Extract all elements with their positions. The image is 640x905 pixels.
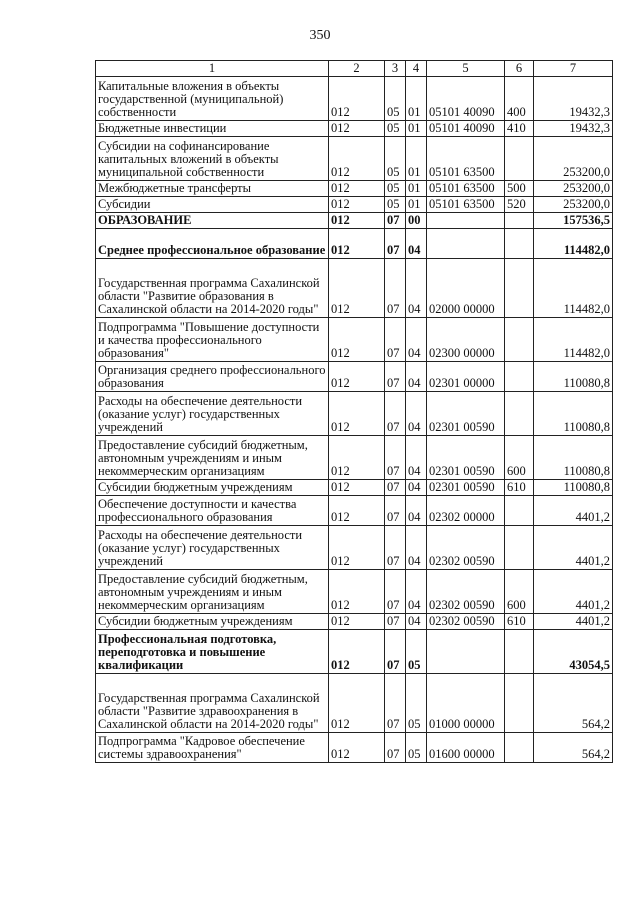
table-row (96, 614, 613, 630)
header-cell: 1 (96, 61, 329, 77)
header-cell: 6 (505, 61, 534, 77)
target-article-cell: 02302 00590 (427, 614, 505, 630)
row-name-cell: Субсидии бюджетным учреждениям (96, 480, 329, 496)
row-name-cell: Подпрограмма "Кадровое обеспечение системы здравоохранения" (96, 733, 329, 763)
table-row (96, 362, 613, 392)
grbs-code-cell: 012 (329, 213, 385, 229)
row-name-cell: Субсидии бюджетным учреждениям (96, 614, 329, 630)
expense-type-cell (505, 733, 534, 763)
target-article-cell: 05101 40090 (427, 121, 505, 137)
table-row (96, 121, 613, 137)
section-code-cell: 05 (385, 197, 406, 213)
section-code-cell: 07 (385, 496, 406, 526)
section-code-cell: 07 (385, 259, 406, 318)
target-article-cell: 02302 00590 (427, 526, 505, 570)
grbs-code-cell: 012 (329, 137, 385, 181)
row-name-cell: Государственная программа Сахалинской области "Развитие здравоохранения в Сахалинской области на 2014-2020 годы" (96, 674, 329, 733)
table-row (96, 570, 613, 614)
amount-cell: 253200,0 (534, 197, 613, 213)
header-cell: 3 (385, 61, 406, 77)
row-name-cell: Обеспечение доступности и качества профессионального образования (96, 496, 329, 526)
grbs-code-cell: 012 (329, 570, 385, 614)
expense-type-cell (505, 674, 534, 733)
table-row (96, 630, 613, 674)
amount-cell: 564,2 (534, 733, 613, 763)
amount-cell: 4401,2 (534, 496, 613, 526)
amount-cell: 564,2 (534, 674, 613, 733)
subsection-code-cell: 00 (406, 213, 427, 229)
subsection-code-cell: 04 (406, 570, 427, 614)
target-article-cell: 05101 63500 (427, 181, 505, 197)
target-article-cell: 02300 00000 (427, 318, 505, 362)
row-name-cell: Среднее профессиональное образование (96, 229, 329, 259)
row-name-cell: Расходы на обеспечение деятельности (оказание услуг) государственных учреждений (96, 526, 329, 570)
target-article-cell: 05101 63500 (427, 197, 505, 213)
table-row (96, 137, 613, 181)
section-code-cell: 07 (385, 526, 406, 570)
subsection-code-cell: 04 (406, 229, 427, 259)
table-row (96, 259, 613, 318)
amount-cell: 110080,8 (534, 480, 613, 496)
header-cell: 7 (534, 61, 613, 77)
amount-cell: 4401,2 (534, 570, 613, 614)
target-article-cell: 02000 00000 (427, 259, 505, 318)
grbs-code-cell: 012 (329, 526, 385, 570)
amount-cell: 114482,0 (534, 318, 613, 362)
amount-cell: 157536,5 (534, 213, 613, 229)
subsection-code-cell: 04 (406, 614, 427, 630)
grbs-code-cell: 012 (329, 121, 385, 137)
grbs-code-cell: 012 (329, 392, 385, 436)
subsection-code-cell: 04 (406, 526, 427, 570)
row-name-cell: Расходы на обеспечение деятельности (оказание услуг) государственных учреждений (96, 392, 329, 436)
target-article-cell: 01600 00000 (427, 733, 505, 763)
expense-type-cell (505, 213, 534, 229)
amount-cell: 19432,3 (534, 77, 613, 121)
section-code-cell: 07 (385, 570, 406, 614)
table-row (96, 674, 613, 733)
amount-cell: 253200,0 (534, 181, 613, 197)
expense-type-cell (505, 137, 534, 181)
row-name-cell: Субсидии на софинансирование капитальных вложений в объекты муниципальной собственности (96, 137, 329, 181)
subsection-code-cell: 01 (406, 77, 427, 121)
table-row (96, 213, 613, 229)
header-cell: 5 (427, 61, 505, 77)
section-code-cell: 07 (385, 213, 406, 229)
section-code-cell: 05 (385, 77, 406, 121)
amount-cell: 114482,0 (534, 229, 613, 259)
section-code-cell: 07 (385, 436, 406, 480)
subsection-code-cell: 01 (406, 181, 427, 197)
target-article-cell: 05101 40090 (427, 77, 505, 121)
subsection-code-cell: 05 (406, 733, 427, 763)
expense-type-cell: 400 (505, 77, 534, 121)
target-article-cell: 02301 00000 (427, 362, 505, 392)
table-row (96, 496, 613, 526)
subsection-code-cell: 05 (406, 630, 427, 674)
expense-type-cell (505, 496, 534, 526)
section-code-cell: 07 (385, 733, 406, 763)
expense-type-cell: 600 (505, 570, 534, 614)
target-article-cell: 02301 00590 (427, 480, 505, 496)
target-article-cell (427, 630, 505, 674)
target-article-cell: 02302 00000 (427, 496, 505, 526)
amount-cell: 110080,8 (534, 362, 613, 392)
header-cell: 2 (329, 61, 385, 77)
header-cell: 4 (406, 61, 427, 77)
grbs-code-cell: 012 (329, 197, 385, 213)
grbs-code-cell: 012 (329, 229, 385, 259)
row-name-cell: Предоставление субсидий бюджетным, автономным учреждениям и иным некоммерческим организациям (96, 436, 329, 480)
row-name-cell: Предоставление субсидий бюджетным, автономным учреждениям и иным некоммерческим организациям (96, 570, 329, 614)
expense-type-cell: 500 (505, 181, 534, 197)
grbs-code-cell: 012 (329, 614, 385, 630)
expense-type-cell: 410 (505, 121, 534, 137)
amount-cell: 114482,0 (534, 259, 613, 318)
amount-cell: 110080,8 (534, 436, 613, 480)
table-row (96, 526, 613, 570)
subsection-code-cell: 04 (406, 436, 427, 480)
grbs-code-cell: 012 (329, 77, 385, 121)
target-article-cell: 02302 00590 (427, 570, 505, 614)
table-row (96, 77, 613, 121)
grbs-code-cell: 012 (329, 318, 385, 362)
amount-cell: 4401,2 (534, 614, 613, 630)
row-name-cell: Бюджетные инвестиции (96, 121, 329, 137)
expense-type-cell (505, 630, 534, 674)
subsection-code-cell: 05 (406, 674, 427, 733)
target-article-cell: 05101 63500 (427, 137, 505, 181)
grbs-code-cell: 012 (329, 674, 385, 733)
grbs-code-cell: 012 (329, 496, 385, 526)
amount-cell: 4401,2 (534, 526, 613, 570)
grbs-code-cell: 012 (329, 630, 385, 674)
subsection-code-cell: 04 (406, 259, 427, 318)
expense-type-cell (505, 259, 534, 318)
page-number: 350 (309, 28, 331, 43)
row-name-cell: Субсидии (96, 197, 329, 213)
subsection-code-cell: 04 (406, 496, 427, 526)
subsection-code-cell: 04 (406, 480, 427, 496)
target-article-cell: 01000 00000 (427, 674, 505, 733)
section-code-cell: 07 (385, 480, 406, 496)
amount-cell: 43054,5 (534, 630, 613, 674)
expense-type-cell: 610 (505, 480, 534, 496)
expense-type-cell: 520 (505, 197, 534, 213)
target-article-cell: 02301 00590 (427, 436, 505, 480)
amount-cell: 19432,3 (534, 121, 613, 137)
section-code-cell: 07 (385, 318, 406, 362)
subsection-code-cell: 01 (406, 137, 427, 181)
table-row (96, 392, 613, 436)
row-name-cell: ОБРАЗОВАНИЕ (96, 213, 329, 229)
table-row (96, 436, 613, 480)
table-row (96, 229, 613, 259)
section-code-cell: 07 (385, 630, 406, 674)
expense-type-cell (505, 362, 534, 392)
expense-type-cell (505, 318, 534, 362)
expense-type-cell (505, 526, 534, 570)
row-name-cell: Государственная программа Сахалинской области "Развитие образования в Сахалинской области на 2014-2020 годы" (96, 259, 329, 318)
expense-type-cell (505, 392, 534, 436)
table-row (96, 197, 613, 213)
expense-type-cell (505, 229, 534, 259)
target-article-cell (427, 229, 505, 259)
table-header-row (96, 61, 613, 77)
table-row (96, 733, 613, 763)
grbs-code-cell: 012 (329, 259, 385, 318)
section-code-cell: 07 (385, 614, 406, 630)
section-code-cell: 07 (385, 362, 406, 392)
budget-table (95, 60, 613, 763)
subsection-code-cell: 01 (406, 197, 427, 213)
section-code-cell: 07 (385, 229, 406, 259)
target-article-cell: 02301 00590 (427, 392, 505, 436)
expense-type-cell: 610 (505, 614, 534, 630)
subsection-code-cell: 04 (406, 318, 427, 362)
table-row (96, 181, 613, 197)
target-article-cell (427, 213, 505, 229)
section-code-cell: 07 (385, 674, 406, 733)
table-row (96, 318, 613, 362)
grbs-code-cell: 012 (329, 480, 385, 496)
section-code-cell: 05 (385, 181, 406, 197)
grbs-code-cell: 012 (329, 181, 385, 197)
row-name-cell: Организация среднего профессионального образования (96, 362, 329, 392)
subsection-code-cell: 04 (406, 392, 427, 436)
subsection-code-cell: 04 (406, 362, 427, 392)
section-code-cell: 07 (385, 392, 406, 436)
grbs-code-cell: 012 (329, 436, 385, 480)
row-name-cell: Подпрограмма "Повышение доступности и качества профессионального образования" (96, 318, 329, 362)
section-code-cell: 05 (385, 121, 406, 137)
grbs-code-cell: 012 (329, 733, 385, 763)
expense-type-cell: 600 (505, 436, 534, 480)
subsection-code-cell: 01 (406, 121, 427, 137)
amount-cell: 110080,8 (534, 392, 613, 436)
table-row (96, 480, 613, 496)
row-name-cell: Профессиональная подготовка, переподготовка и повышение квалификации (96, 630, 329, 674)
amount-cell: 253200,0 (534, 137, 613, 181)
row-name-cell: Капитальные вложения в объекты государственной (муниципальной) собственности (96, 77, 329, 121)
row-name-cell: Межбюджетные трансферты (96, 181, 329, 197)
section-code-cell: 05 (385, 137, 406, 181)
grbs-code-cell: 012 (329, 362, 385, 392)
